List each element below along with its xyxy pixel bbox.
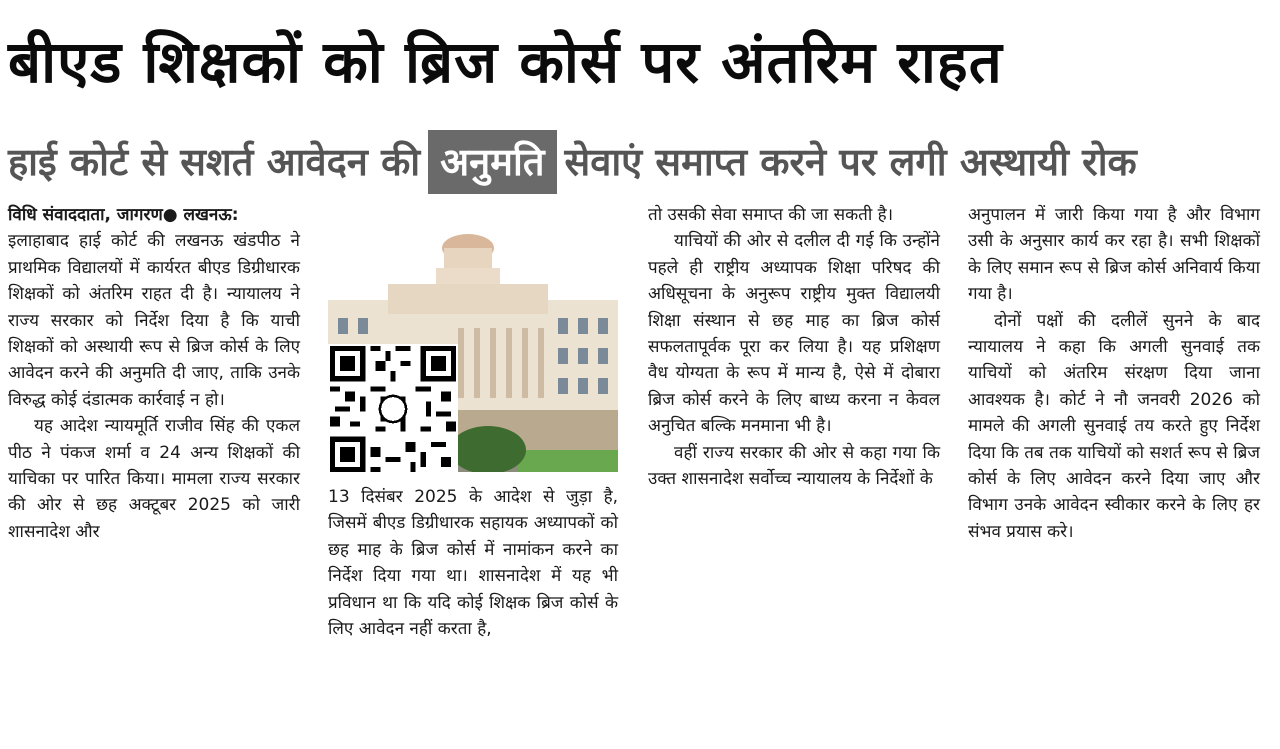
article-column-2: [328, 484, 618, 642]
paragraph: यह आदेश न्यायमूर्ति राजीव सिंह की एकल पीठ ने पंकज शर्मा व 24 अन्य शिक्षकों की याचिका पर पारित किया। मामला राज्य सरकार की ओर से छह अक्टूबर 2025 को जारी शासनादेश और: [8, 416, 300, 542]
headline: बीएड शिक्षकों को ब्रिज कोर्स पर अंतरिम राहत: [8, 28, 1003, 96]
paragraph: वहीं राज्य सरकार की ओर से कहा गया कि उक्त शासनादेश सर्वोच्च न्यायालय के निर्देशों के: [648, 442, 940, 490]
paragraph: याचियों की ओर से दलील दी गई कि उन्होंने पहले ही राष्ट्रीय अध्यापक शिक्षा परिषद की अधिसूचना के अनुरूप राष्ट्रीय मुक्त विद्यालयी शिक्षा संस्थान से छह माह का ब्रिज कोर्स सफलतापूर्वक पूरा कर लिया है। यह प्रशिक्षण वैध योग्यता के रूप में मान्य है, ऐसे में दोबारा ब्रिज कोर्स करने के लिए बाध्य करना न केवल अनुचित बल्कि मनमाना भी है।: [648, 231, 940, 437]
paragraph: दोनों पक्षों की दलीलें सुनने के बाद न्यायालय ने कहा कि अगली सुनवाई तक याचियों को अंतरिम संरक्षण दिया जाना आवश्यक है। कोर्ट ने नौ जनवरी 2026 को मामले की अगली सुनवाई तय करते हुए निर्देश दिया कि तब तक याचियों को सशर्त रूप से ब्रिज कोर्स के लिए आवेदन करने दिया जाए और विभाग उनके आवेदन स्वीकार करने के लिए हर संभव प्रयास करे।: [968, 310, 1260, 542]
paragraph: अनुपालन में जारी किया गया है और विभाग उसी के अनुसार कार्य कर रहा है। सभी शिक्षकों के लिए समान रूप से ब्रिज कोर्स अनिवार्य किया गया है।: [968, 205, 1260, 305]
subhead-after: सेवाएं समाप्त करने पर लगी अस्थायी रोक: [564, 140, 1137, 184]
paragraph: तो उसकी सेवा समाप्त की जा सकती है।: [648, 205, 894, 225]
subhead-highlight: अनुमति: [428, 130, 556, 194]
article-column-1: [8, 202, 300, 545]
byline: विधि संवाददाता, जागरण● लखनऊ:: [8, 205, 239, 225]
subhead-before: हाई कोर्ट से सशर्त आवेदन की: [8, 140, 421, 184]
qr-code[interactable]: [328, 344, 458, 474]
article-column-4: [968, 202, 1260, 545]
subheadline: [8, 130, 1272, 194]
article-column-3: [648, 202, 940, 492]
paragraph: इलाहाबाद हाई कोर्ट की लखनऊ खंडपीठ ने प्राथमिक विद्यालयों में कार्यरत बीएड डिग्रीधारक शिक्षकों को अंतरिम राहत दी है। न्यायालय ने राज्य सरकार को निर्देश दिया है कि याची शिक्षकों को अस्थायी रूप से ब्रिज कोर्स के लिए आवेदन करने की अनुमति दी जाए, ताकि उनके विरुद्ध कोई दंडात्मक कार्रवाई न हो।: [8, 231, 300, 410]
paragraph: 13 दिसंबर 2025 के आदेश से जुड़ा है, जिसमें बीएड डिग्रीधारक सहायक अध्यापकों को छह माह के ब्रिज कोर्स में नामांकन करने का निर्देश दिया गया था। शासनादेश में यह भी प्रविधान था कि यदि कोई शिक्षक ब्रिज कोर्स के लिए आवेदन नहीं करता है,: [328, 487, 618, 640]
